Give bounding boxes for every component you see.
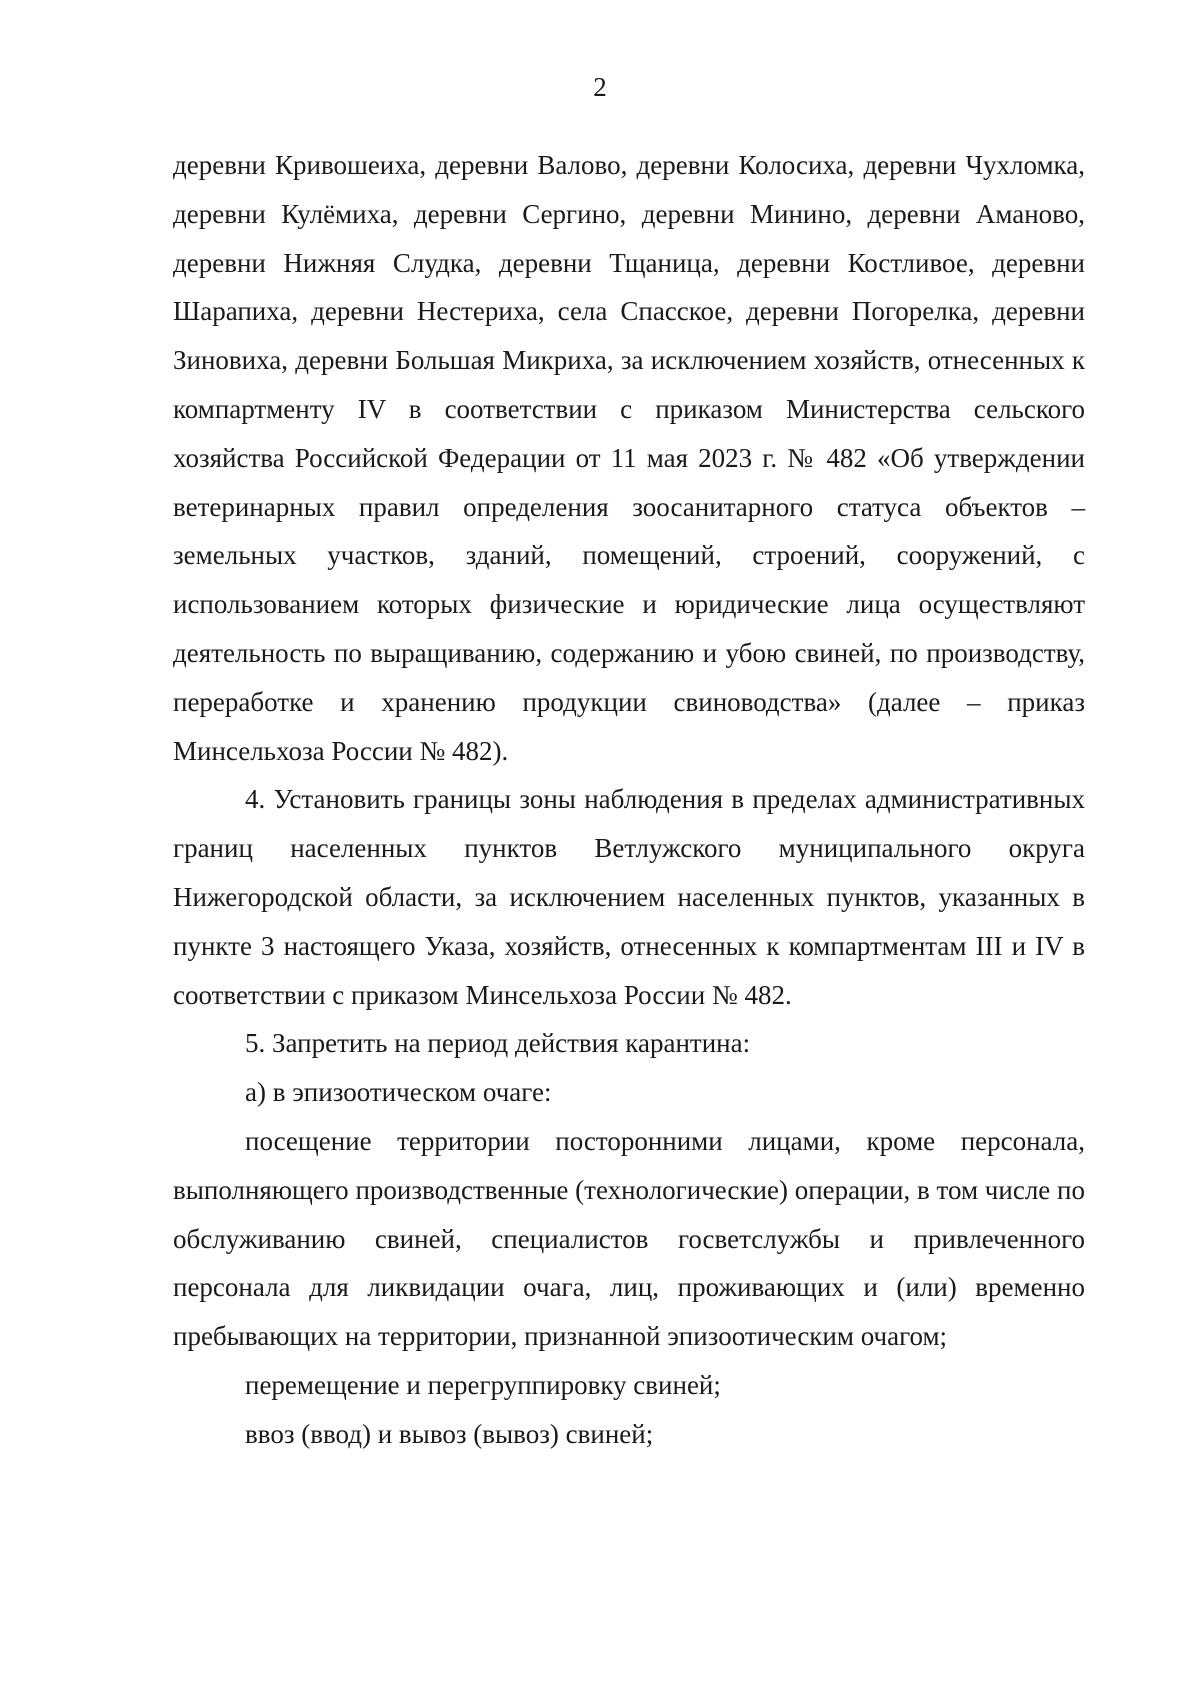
paragraph-import-ban: ввоз (ввод) и вывоз (вывоз) свиней; [245, 1418, 654, 1449]
document-body [173, 141, 1085, 1459]
paragraph-item-5a: а) в эпизоотическом очаге: [245, 1077, 552, 1108]
page-number: 2 [593, 72, 607, 102]
paragraph-visit-ban: посещение территории посторонними лицами, кроме персонала, выполняющего производственные (технологические) операции, в том числе по обслуживанию свиней, специалистов госветслужбы и привлеченного персонала для ликвидации очага, лиц, проживающих и (или) временно пребывающих на территории, признанной эпизоотическим очагом; [173, 1125, 1085, 1352]
paragraph-item-5: 5. Запретить на период действия карантина: [245, 1028, 751, 1059]
paragraph-continuation: деревни Кривошеиха, деревни Валово, деревни Колосиха, деревни Чухломка, деревни Кулёмиха, деревни Сергино, деревни Минино, деревни Аманово, деревни Нижняя Слудка, деревни Тщаница, деревни Костливое, деревни Шарапиха, деревни Нестериха, села Спасское, деревни Погорелка, деревни Зиновиха, деревни Большая Микриха, за исключением хозяйств, отнесенных к компартменту IV в соответствии с приказом Министерства сельского хозяйства Российской Федерации от 11 мая 2023 г. № 482 «Об утверждении ветеринарных правил определения зоосанитарного статуса объектов – земельных участков, зданий, помещений, строений, сооружений, с использованием которых физические и юридические лица осуществляют деятельность по выращиванию, содержанию и убою свиней, по производству, переработке и хранению продукции свиноводства» (далее – приказ Минсельхоза России № 482). [173, 150, 1085, 766]
paragraph-move-ban: перемещение и перегруппировку свиней; [245, 1369, 721, 1400]
paragraph-item-4: 4. Установить границы зоны наблюдения в пределах административных границ населенных пунктов Ветлужского муниципального округа Нижегородской области, за исключением населенных пунктов, указанных в пункте 3 настоящего Указа, хозяйств, отнесенных к компартментам III и IV в соответствии с приказом Минсельхоза России № 482. [173, 784, 1085, 1010]
